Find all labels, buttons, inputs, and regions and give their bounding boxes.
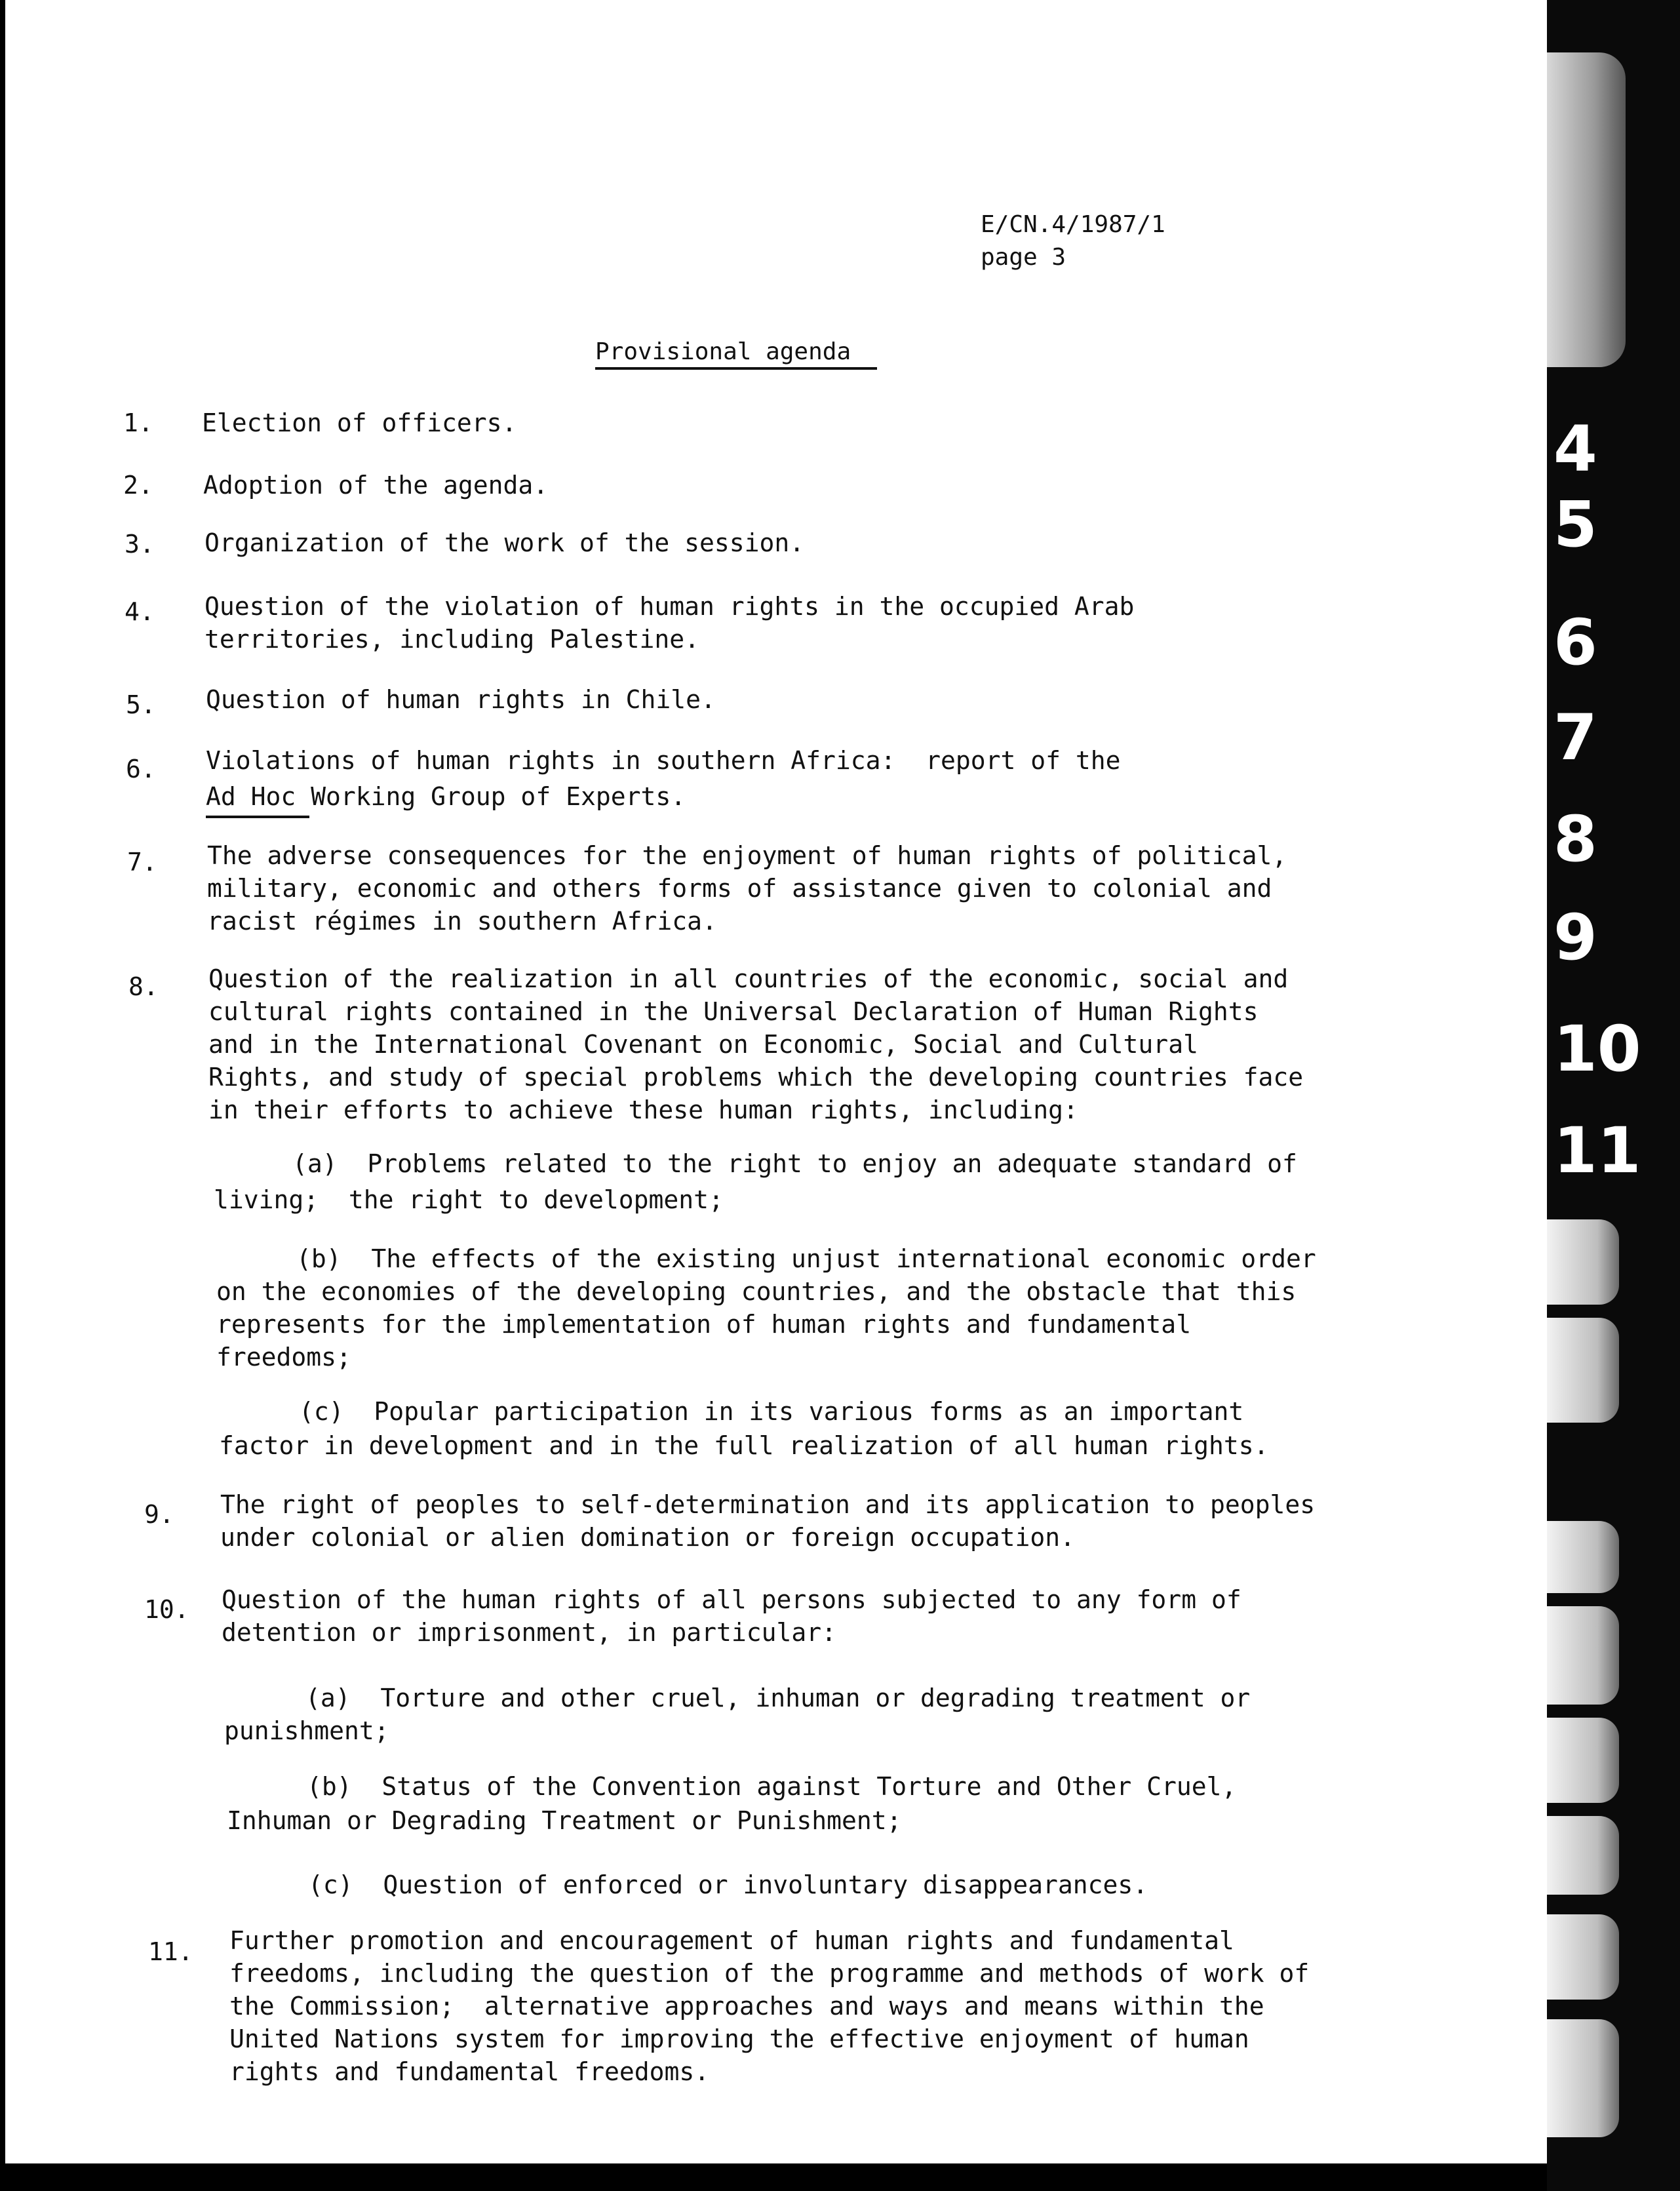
item-number: 1.: [123, 408, 153, 437]
item-text: Organization of the work of the session.: [205, 528, 805, 557]
tab-11[interactable]: 11: [1553, 1114, 1641, 1187]
document-reference: E/CN.4/1987/1: [981, 211, 1165, 238]
subitem-text: living; the right to development;: [214, 1185, 724, 1214]
item-number: 11.: [148, 1937, 193, 1966]
subitem-text: on the economies of the developing countries, and the obstacle that this: [216, 1277, 1297, 1306]
item-number: 4.: [125, 597, 155, 626]
item-text: Further promotion and encouragement of human rights and fundamental: [229, 1926, 1234, 1955]
item-text: Question of the violation of human rights in the occupied Arab: [205, 592, 1135, 621]
item-number: 5.: [126, 690, 156, 719]
item-text: Question of human rights in Chile.: [206, 685, 716, 714]
item-number: 6.: [126, 755, 156, 783]
item-text: Ad Hoc Working Group of Experts.: [206, 782, 686, 811]
item-text: Question of the realization in all countries of the economic, social and: [208, 964, 1289, 993]
item-text: The right of peoples to self-determination and its application to peoples: [220, 1490, 1316, 1519]
title-underline: [595, 367, 877, 370]
item-number: 2.: [123, 471, 153, 500]
item-number: 8.: [128, 972, 159, 1001]
blank-tab: [1547, 2019, 1619, 2137]
item-text: Rights, and study of special problems which the developing countries face: [208, 1063, 1304, 1092]
item-text: Violations of human rights in southern Africa: report of the: [206, 746, 1121, 775]
subitem-text: freedoms;: [216, 1343, 351, 1372]
subitem-text: (b) The effects of the existing unjust international economic order: [296, 1244, 1316, 1273]
item-text: racist régimes in southern Africa.: [207, 907, 717, 936]
subitem-text: (c) Question of enforced or involuntary disappearances.: [308, 1870, 1148, 1899]
blank-tab: [1547, 1219, 1619, 1305]
blank-tab: [1547, 1606, 1619, 1705]
subitem-text: punishment;: [224, 1716, 389, 1745]
subitem-text: factor in development and in the full realization of all human rights.: [219, 1431, 1269, 1460]
tab-5[interactable]: 5: [1553, 488, 1597, 561]
document-page: [5, 0, 1565, 2163]
subitem-text: (a) Torture and other cruel, inhuman or degrading treatment or: [305, 1684, 1251, 1712]
item-number: 7.: [127, 848, 157, 877]
page-number: page 3: [981, 244, 1066, 271]
blank-tab: [1547, 1816, 1619, 1895]
item-text: United Nations system for improving the effective enjoyment of human: [229, 2024, 1249, 2053]
tab-8[interactable]: 8: [1553, 802, 1597, 876]
item-text: rights and fundamental freedoms.: [229, 2057, 710, 2086]
item-text: freedoms, including the question of the programme and methods of work of: [229, 1959, 1310, 1988]
item-text: cultural rights contained in the Universal Declaration of Human Rights: [208, 997, 1259, 1026]
subitem-text: Inhuman or Degrading Treatment or Punishment;: [227, 1806, 902, 1835]
item-text: Adoption of the agenda.: [203, 471, 549, 500]
item-text: Election of officers.: [202, 408, 517, 437]
subitem-text: (a) Problems related to the right to enjoy an adequate standard of: [292, 1149, 1297, 1178]
item-number: 3.: [125, 530, 155, 559]
document-title: Provisional agenda: [595, 338, 851, 365]
tab-9[interactable]: 9: [1553, 901, 1597, 974]
tab-7[interactable]: 7: [1553, 701, 1597, 774]
item-number: 10.: [144, 1595, 189, 1624]
item-text: territories, including Palestine.: [205, 625, 699, 654]
blank-tab: [1547, 1318, 1619, 1423]
item-text: Question of the human rights of all persons subjected to any form of: [222, 1585, 1241, 1614]
tab-strip-top: [1547, 52, 1626, 367]
tab-4[interactable]: 4: [1553, 412, 1597, 486]
item-text: in their efforts to achieve these human rights, including:: [208, 1096, 1078, 1124]
item-text: and in the International Covenant on Economic, Social and Cultural: [208, 1030, 1198, 1059]
subitem-text: represents for the implementation of human rights and fundamental: [216, 1310, 1192, 1339]
item-text: The adverse consequences for the enjoyment of human rights of political,: [207, 841, 1287, 870]
item-number: 9.: [144, 1500, 174, 1529]
blank-tab: [1547, 1718, 1619, 1803]
index-tabs: [1547, 0, 1680, 2191]
item-text: under colonial or alien domination or foreign occupation.: [220, 1523, 1076, 1552]
subitem-text: (b) Status of the Convention against Torture and Other Cruel,: [307, 1772, 1237, 1801]
item-text: the Commission; alternative approaches and ways and means within the: [229, 1992, 1264, 2021]
item-text: military, economic and others forms of assistance given to colonial and: [207, 874, 1272, 903]
blank-tab: [1547, 1521, 1619, 1593]
blank-tab: [1547, 1914, 1619, 2000]
tab-6[interactable]: 6: [1553, 606, 1597, 679]
subitem-text: (c) Popular participation in its various forms as an important: [299, 1397, 1244, 1426]
tab-10[interactable]: 10: [1553, 1012, 1641, 1086]
item-text: detention or imprisonment, in particular:: [222, 1618, 836, 1647]
ad-hoc-underline: [206, 816, 309, 818]
